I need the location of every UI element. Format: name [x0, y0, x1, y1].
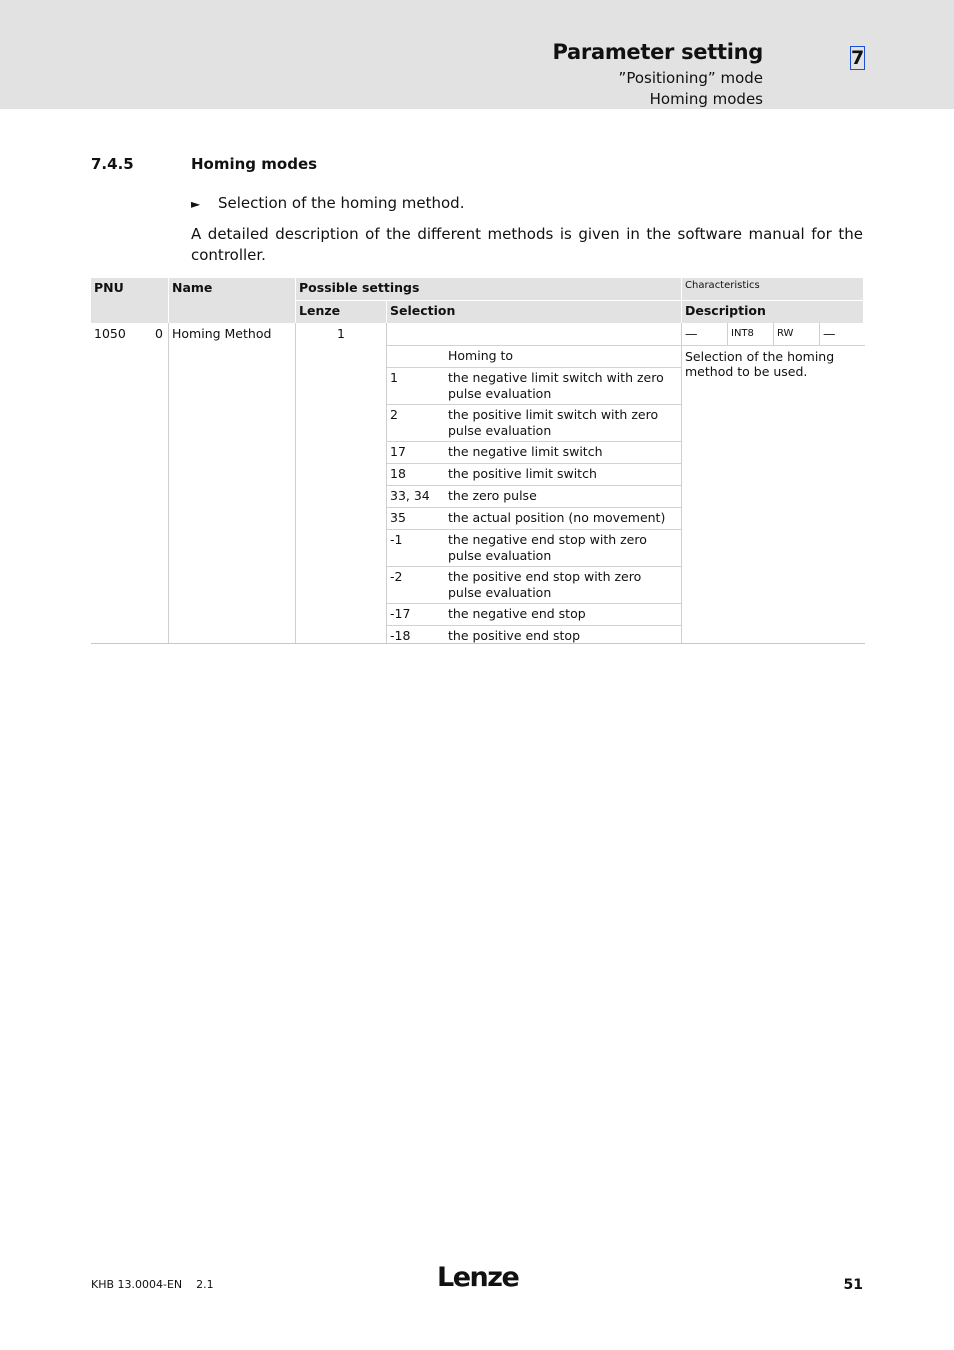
list-item	[387, 604, 682, 625]
pnu-value: 1050	[94, 326, 126, 341]
header-characteristics: Characteristics	[682, 278, 863, 300]
option-value: 33, 34	[390, 488, 430, 503]
list-item	[387, 368, 682, 404]
option-value: 17	[390, 444, 406, 459]
parameter-description: Selection of the homing method to be used.	[685, 349, 835, 379]
selection-heading: Homing to	[448, 348, 514, 363]
footer-doc-id: KHB 13.0004-EN	[91, 1278, 183, 1291]
footer-version: 2.1	[196, 1278, 214, 1291]
option-text: the positive limit switch	[448, 466, 597, 481]
option-text: the negative end stop	[448, 606, 586, 621]
section-title: Homing modes	[191, 155, 318, 173]
header-name: Name	[169, 278, 295, 323]
chapter-subtitle-2: Homing modes	[649, 90, 763, 108]
page-number: 51	[843, 1277, 863, 1293]
list-item	[387, 508, 682, 529]
char-datatype: INT8	[731, 328, 754, 339]
header-lenze: Lenze	[296, 301, 386, 323]
option-value: -1	[390, 532, 403, 547]
list-item	[387, 464, 682, 485]
header-possible-settings: Possible settings	[296, 278, 681, 300]
char-access-rw: RW	[777, 328, 794, 339]
char-access-4: —	[823, 326, 836, 341]
option-value: 18	[390, 466, 406, 481]
chapter-title: Parameter setting	[552, 40, 763, 64]
header-band	[0, 0, 954, 109]
char-access-1: —	[685, 326, 698, 341]
option-text: the positive end stop with zero pulse evaluation	[448, 569, 642, 600]
bullet-arrow-icon: ►	[191, 197, 201, 211]
option-value: 1	[390, 370, 398, 385]
lenze-default: 1	[337, 326, 345, 341]
option-text: the negative limit switch	[448, 444, 603, 459]
bullet-item	[191, 194, 464, 212]
option-text: the negative limit switch with zero pulse evaluation	[448, 370, 664, 401]
list-item	[387, 442, 682, 463]
list-item	[387, 530, 682, 566]
description-paragraph: A detailed description of the different methods is given in the software manual for the controller.	[191, 225, 863, 264]
selection-heading-row	[387, 346, 682, 367]
list-item	[387, 405, 682, 441]
parameter-table	[91, 278, 865, 644]
option-text: the positive limit switch with zero pulse evaluation	[448, 407, 659, 438]
chapter-subtitle-1: ”Positioning” mode	[618, 69, 763, 87]
header-pnu: PNU	[91, 278, 168, 323]
subindex-value: 0	[155, 326, 163, 341]
option-value: 35	[390, 510, 406, 525]
list-item	[387, 486, 682, 507]
parameter-name: Homing Method	[172, 326, 272, 341]
option-value: -18	[390, 628, 411, 643]
header-selection: Selection	[387, 301, 681, 323]
footer-doc-info	[91, 1278, 228, 1291]
option-text: the actual position (no movement)	[448, 510, 666, 525]
header-description: Description	[682, 301, 863, 323]
bullet-text: Selection of the homing method.	[218, 194, 465, 212]
list-item	[387, 567, 682, 603]
option-text: the positive end stop	[448, 628, 581, 643]
option-text: the negative end stop with zero pulse evaluation	[448, 532, 647, 563]
chapter-number-link[interactable]: 7	[851, 47, 865, 69]
option-value: -17	[390, 606, 411, 621]
option-value: -2	[390, 569, 403, 584]
list-item	[387, 626, 682, 643]
lenze-logo: Lenze	[437, 1262, 519, 1293]
section-number: 7.4.5	[91, 155, 134, 173]
option-text: the zero pulse	[448, 488, 537, 503]
option-value: 2	[390, 407, 398, 422]
